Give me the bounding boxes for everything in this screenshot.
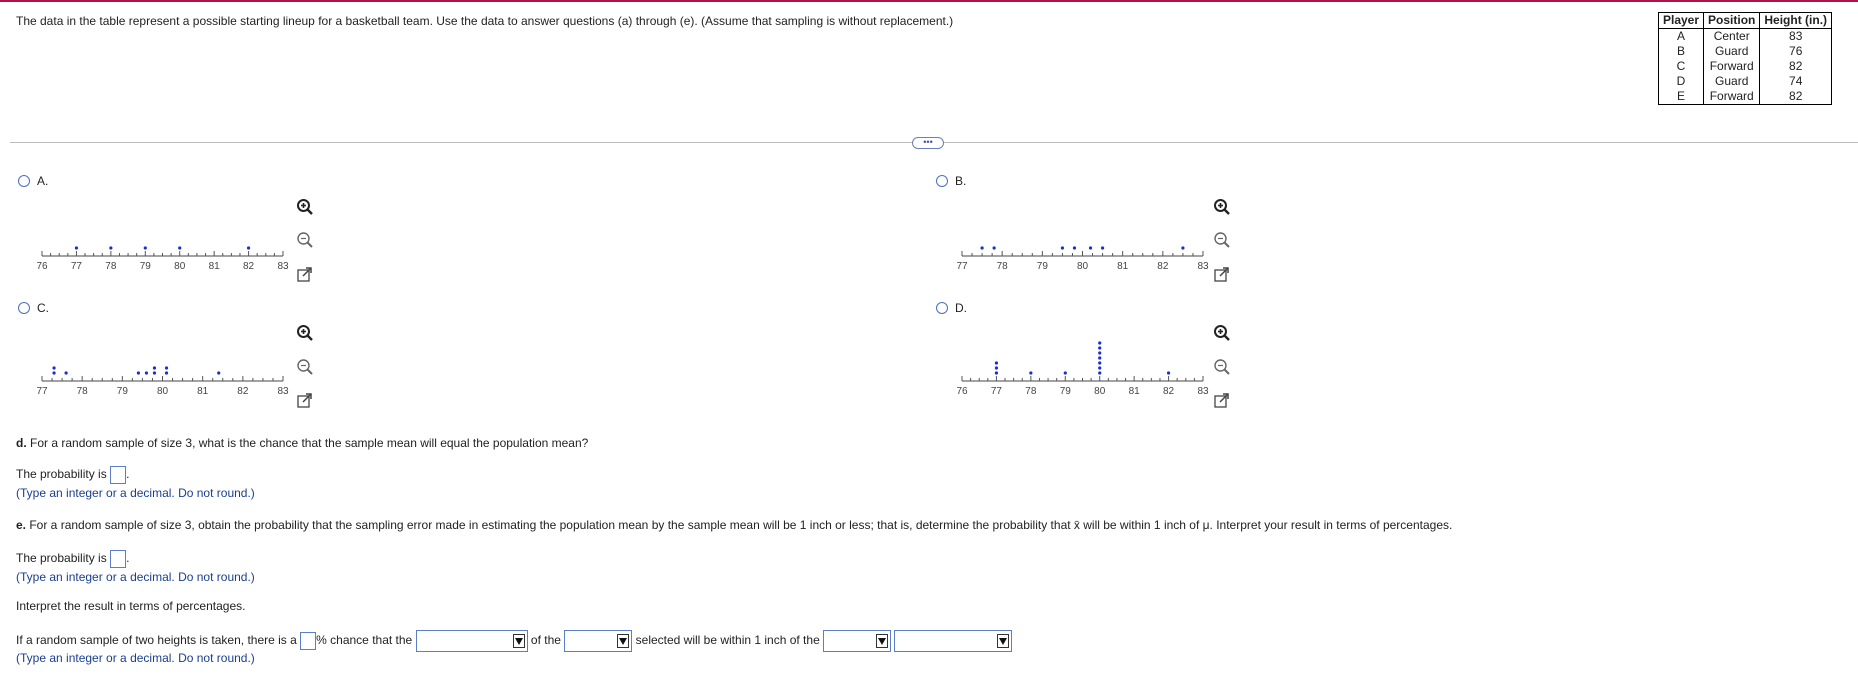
data-point [1098,366,1101,369]
zoom-in-icon[interactable] [296,324,314,342]
cell-player: D [1659,74,1704,89]
zoom-in-icon[interactable] [296,198,314,216]
data-point [1098,346,1101,349]
tick-label: 81 [197,386,209,397]
data-point [1098,356,1101,359]
data-point [1089,246,1092,249]
data-point [1098,341,1101,344]
cell-position: Center [1704,29,1760,45]
tick-label: 78 [105,261,117,272]
data-point [1073,246,1076,249]
data-point [65,371,68,374]
data-point [1029,371,1032,374]
question-d-note: (Type an integer or a decimal. Do not round.) [16,486,255,500]
data-point [153,366,156,369]
chevron-down-icon [513,634,525,648]
question-e-prob-prefix: The probability is [16,551,107,566]
header-player: Player [1659,13,1704,29]
data-point [165,371,168,374]
sentence-part-1: If a random sample of two heights is taken, there is a [16,633,297,648]
question-e-sentence [16,630,1012,652]
tick-label: 77 [956,261,968,272]
data-point [995,361,998,364]
tick-label: 76 [956,386,968,397]
cell-height: 82 [1760,89,1832,105]
question-e-label: e. [16,518,27,532]
tick-label: 81 [1117,261,1129,272]
cell-position: Guard [1704,74,1760,89]
tick-label: 81 [208,261,220,272]
popout-icon[interactable] [1213,392,1231,410]
table-row [1659,44,1832,59]
question-e-answer-input[interactable] [110,550,126,568]
question-d-text: For a random sample of size 3, what is the chance that the sample mean will equal the population mean? [26,436,589,450]
data-point [178,246,181,249]
question-d-prob-suffix: . [126,467,130,482]
data-point [1181,246,1184,249]
data-point [144,246,147,249]
cell-player: C [1659,59,1704,74]
tick-label: 78 [76,386,88,397]
question-d-answer-row [16,466,129,484]
tick-label: 82 [1163,386,1175,397]
expand-button[interactable]: ••• [912,137,944,149]
data-point [165,366,168,369]
tick-label: 79 [1059,386,1071,397]
popout-icon[interactable] [296,392,314,410]
percent-answer-input[interactable] [300,632,316,650]
data-point [1098,351,1101,354]
tick-label: 80 [1094,386,1106,397]
zoom-out-icon[interactable] [1213,358,1231,376]
question-e-note: (Type an integer or a decimal. Do not round.) [16,570,255,584]
tick-label: 83 [1197,386,1209,397]
question-e-interpret: Interpret the result in terms of percentages. [16,599,246,613]
option-c-label: C. [37,301,49,315]
popout-icon[interactable] [1213,266,1231,284]
data-point [1167,371,1170,374]
data-point [1101,246,1104,249]
tick-label: 82 [243,261,255,272]
sentence-part-4: selected will be within 1 inch of the [635,633,820,648]
option-c-radio[interactable] [18,302,30,314]
chevron-down-icon [617,634,629,648]
question-e-prob-suffix: . [126,551,130,566]
data-point [217,371,220,374]
data-point [109,246,112,249]
dropdown-1[interactable] [416,630,528,652]
question-d [16,436,588,450]
option-a-radio[interactable] [18,175,30,187]
cell-height: 83 [1760,29,1832,45]
data-point [137,371,140,374]
tick-label: 80 [1076,261,1089,272]
zoom-out-icon[interactable] [296,231,314,249]
data-point [1098,361,1101,364]
tick-label: 81 [1128,386,1140,397]
question-e-answer-row [16,550,129,568]
table-row [1659,29,1832,45]
zoom-in-icon[interactable] [1213,324,1231,342]
header-position: Position [1704,13,1760,29]
data-point [995,366,998,369]
option-d-radio[interactable] [936,302,948,314]
tick-label: 79 [1036,261,1048,272]
data-point [1061,246,1064,249]
intro-text: The data in the table represent a possible starting lineup for a basketball team. Use the data to answer questions (a) through (e). (Assume that sampling is without replacement.) [16,14,954,28]
top-accent-bar [0,0,1858,2]
popout-icon[interactable] [296,266,314,284]
tick-label: 78 [1025,386,1037,397]
data-point [145,371,148,374]
question-e-note-2: (Type an integer or a decimal. Do not round.) [16,651,255,665]
tick-label: 76 [36,261,48,272]
tick-label: 83 [277,261,289,272]
cell-player: B [1659,44,1704,59]
data-point [1064,371,1067,374]
cell-position: Guard [1704,44,1760,59]
option-a-dotplot [30,228,295,276]
tick-label: 80 [174,261,186,272]
lineup-table [1658,12,1832,105]
zoom-in-icon[interactable] [1213,198,1231,216]
question-d-answer-input[interactable] [110,466,126,484]
tick-label: 79 [116,386,128,397]
dropdown-4[interactable] [894,630,1012,652]
tick-label: 83 [1197,261,1209,272]
tick-label: 80 [156,386,169,397]
tick-label: 83 [277,386,289,397]
question-e-text: For a random sample of size 3, obtain the probability that the sampling error made in estimating the population mean by the sample mean will be 1 inch or less; that is, determine the probability that x̄ will be within 1 inch of μ. Interpret your result in terms of percentages. [26,518,1453,532]
question-e [16,518,1452,532]
cell-height: 76 [1760,44,1832,59]
zoom-out-icon[interactable] [1213,231,1231,249]
data-point [980,246,983,249]
data-point [1098,371,1101,374]
cell-player: E [1659,89,1704,105]
question-d-prob-prefix: The probability is [16,467,107,482]
cell-player: A [1659,29,1704,45]
chevron-down-icon [997,634,1009,648]
option-c-dotplot [30,345,295,401]
option-b-dotplot [950,228,1215,276]
dropdown-3[interactable] [823,630,891,652]
sentence-part-2: % chance that the [316,633,413,648]
data-point [75,246,78,249]
option-d-label: D. [955,301,967,315]
question-d-label: d. [16,436,27,450]
data-point [153,371,156,374]
chevron-down-icon [876,634,888,648]
data-point [247,246,250,249]
option-a-label: A. [37,174,49,188]
data-point [52,366,55,369]
table-row [1659,59,1832,74]
dropdown-2[interactable] [564,630,632,652]
tick-label: 82 [237,386,249,397]
table-row [1659,74,1832,89]
data-point [993,246,996,249]
tick-label: 77 [990,386,1002,397]
table-row [1659,89,1832,105]
tick-label: 78 [996,261,1008,272]
tick-label: 77 [70,261,82,272]
data-point [995,371,998,374]
sentence-part-3: of the [530,633,561,648]
cell-position: Forward [1704,89,1760,105]
option-b-radio[interactable] [936,175,948,187]
tick-label: 82 [1157,261,1169,272]
cell-height: 74 [1760,74,1832,89]
tick-label: 79 [139,261,151,272]
zoom-out-icon[interactable] [296,358,314,376]
header-height: Height (in.) [1760,13,1832,29]
option-d-dotplot [950,340,1215,401]
data-point [52,371,55,374]
tick-label: 77 [36,386,48,397]
cell-position: Forward [1704,59,1760,74]
option-b-label: B. [955,174,967,188]
cell-height: 82 [1760,59,1832,74]
